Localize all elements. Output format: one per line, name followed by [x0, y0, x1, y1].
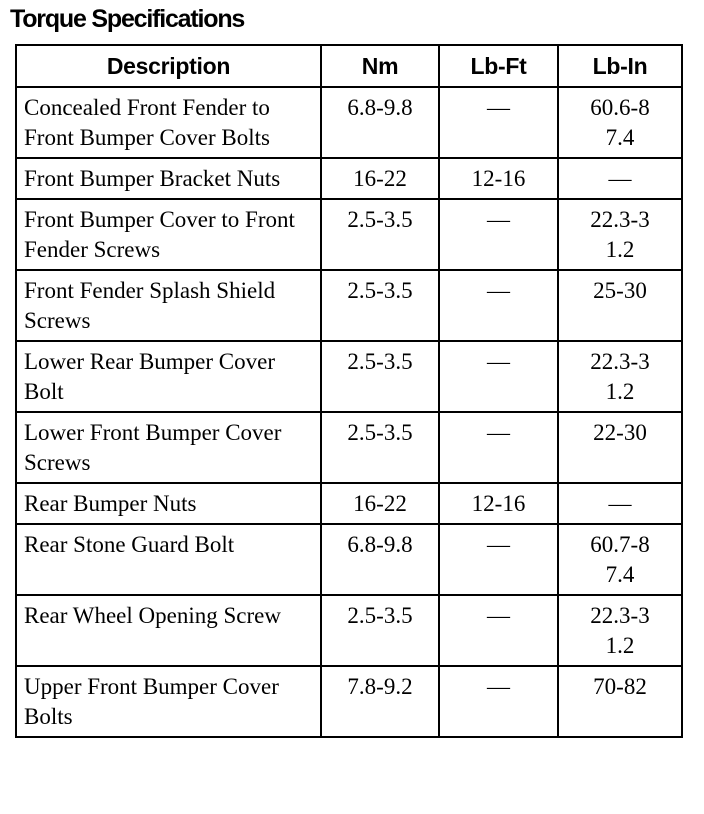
- lbft-cell: —: [439, 412, 558, 483]
- description-cell: Rear Stone Guard Bolt: [16, 524, 321, 595]
- nm-cell: 16-22: [321, 483, 439, 524]
- description-cell: Front Fender Splash Shield Screws: [16, 270, 321, 341]
- table-row: [16, 595, 682, 666]
- description-cell: Lower Rear Bumper Cover Bolt: [16, 341, 321, 412]
- lbin-cell: 22-30: [558, 412, 682, 483]
- header-row: [16, 45, 682, 87]
- description-cell: Front Bumper Bracket Nuts: [16, 158, 321, 199]
- lbft-cell: —: [439, 666, 558, 737]
- nm-cell: 6.8-9.8: [321, 524, 439, 595]
- nm-cell: 2.5-3.5: [321, 270, 439, 341]
- table-row: [16, 524, 682, 595]
- description-cell: Rear Bumper Nuts: [16, 483, 321, 524]
- table-row: [16, 199, 682, 270]
- nm-cell: 2.5-3.5: [321, 341, 439, 412]
- torque-spec-table: [15, 44, 683, 738]
- nm-cell: 16-22: [321, 158, 439, 199]
- lbft-cell: —: [439, 270, 558, 341]
- lbft-cell: —: [439, 524, 558, 595]
- table-row: [16, 158, 682, 199]
- nm-cell: 2.5-3.5: [321, 412, 439, 483]
- nm-cell: 2.5-3.5: [321, 199, 439, 270]
- nm-cell: 2.5-3.5: [321, 595, 439, 666]
- lbft-cell: —: [439, 341, 558, 412]
- lbin-cell: 22.3-31.2: [558, 595, 682, 666]
- lbin-cell: 22.3-31.2: [558, 199, 682, 270]
- page-title: Torque Specifications: [10, 5, 245, 33]
- description-cell: Concealed Front Fender to Front Bumper Cover Bolts: [16, 87, 321, 158]
- lbft-cell: 12-16: [439, 158, 558, 199]
- description-cell: Upper Front Bumper Cover Bolts: [16, 666, 321, 737]
- header-nm: Nm: [321, 45, 439, 87]
- table-row: [16, 666, 682, 737]
- description-cell: Rear Wheel Opening Screw: [16, 595, 321, 666]
- lbin-cell: —: [558, 483, 682, 524]
- lbft-cell: 12-16: [439, 483, 558, 524]
- table-row: [16, 412, 682, 483]
- table-row: [16, 87, 682, 158]
- lbin-cell: 22.3-31.2: [558, 341, 682, 412]
- nm-cell: 6.8-9.8: [321, 87, 439, 158]
- header-lbin: Lb-In: [558, 45, 682, 87]
- table-row: [16, 483, 682, 524]
- header-description: Description: [16, 45, 321, 87]
- table-row: [16, 341, 682, 412]
- lbft-cell: —: [439, 595, 558, 666]
- lbft-cell: —: [439, 87, 558, 158]
- nm-cell: 7.8-9.2: [321, 666, 439, 737]
- lbin-cell: 60.7-87.4: [558, 524, 682, 595]
- lbin-cell: —: [558, 158, 682, 199]
- lbft-cell: —: [439, 199, 558, 270]
- lbin-cell: 25-30: [558, 270, 682, 341]
- table-row: [16, 270, 682, 341]
- description-cell: Lower Front Bumper Cover Screws: [16, 412, 321, 483]
- lbin-cell: 70-82: [558, 666, 682, 737]
- lbin-cell: 60.6-87.4: [558, 87, 682, 158]
- description-cell: Front Bumper Cover to Front Fender Screws: [16, 199, 321, 270]
- header-lbft: Lb-Ft: [439, 45, 558, 87]
